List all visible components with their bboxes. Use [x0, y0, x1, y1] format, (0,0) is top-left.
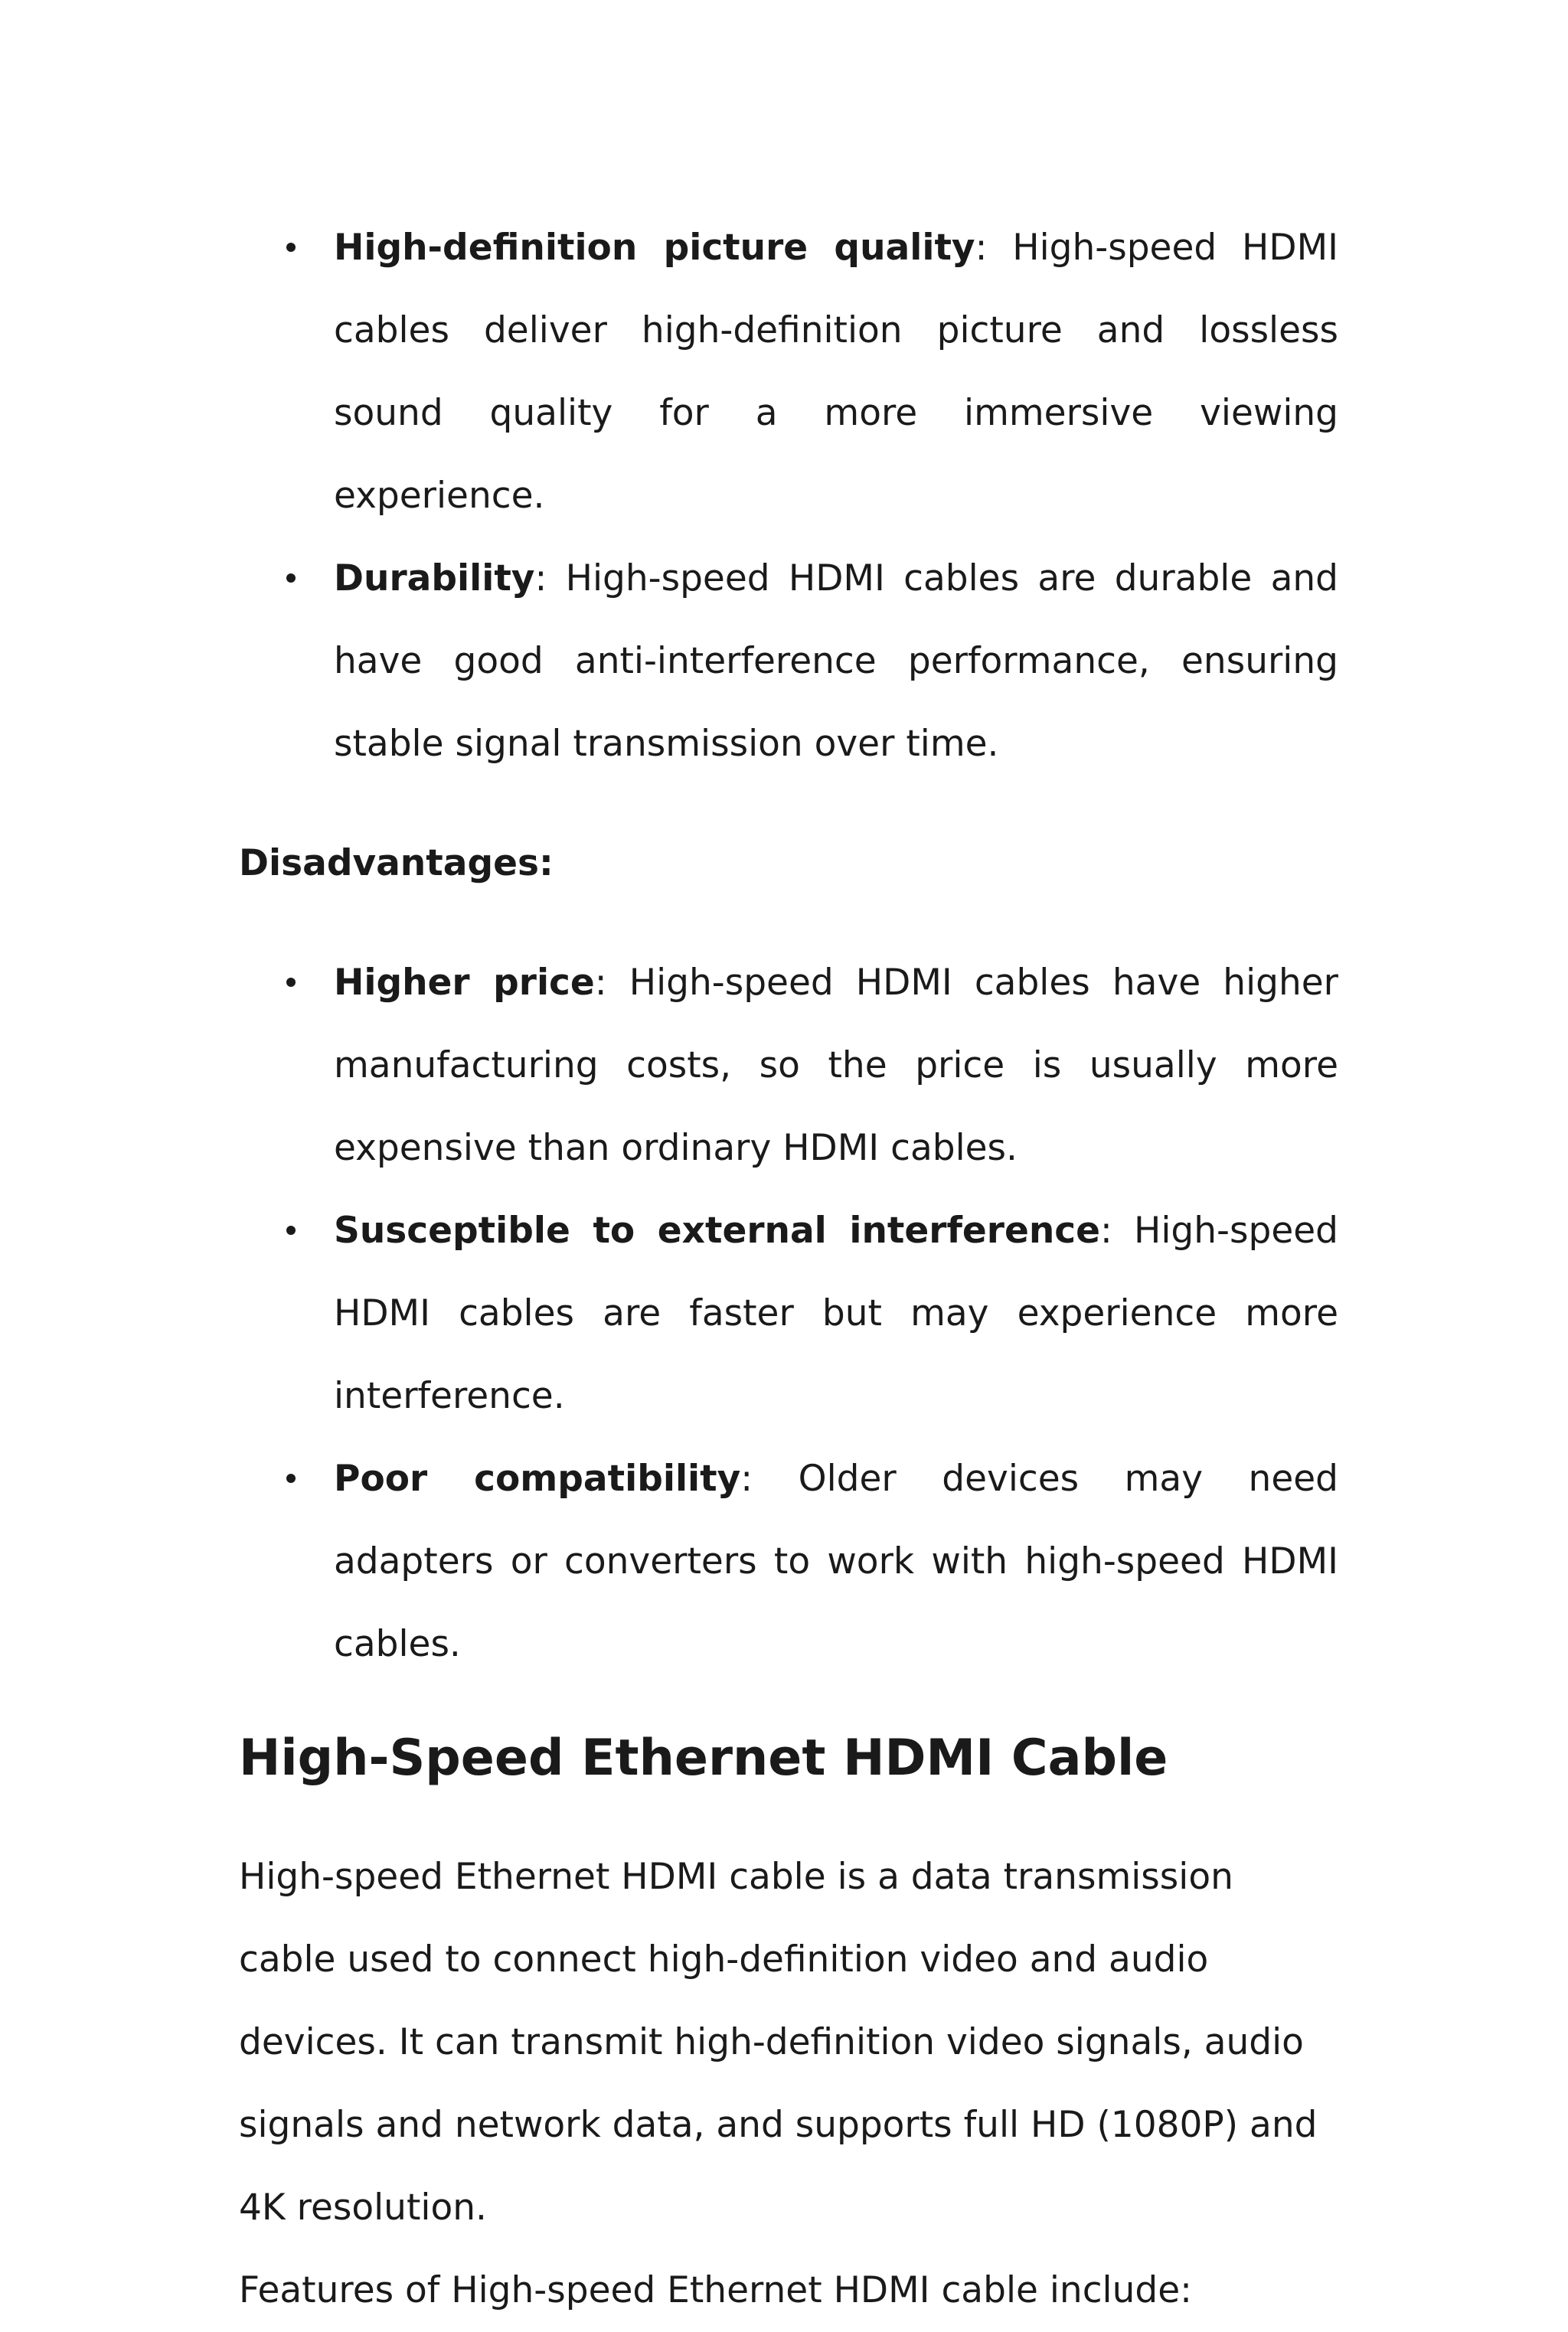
section-paragraph: High-speed Ethernet HDMI cable is a data transmission cable used to connect high-definition video and audio devices. It can transmit high-definition video signals, audio signals and network data, and supports full HD (1080P) and 4K resolution.	[239, 1856, 1318, 2229]
item-text: : Older devices may need adapters or converters to work with high-speed HDMI cables.	[334, 1458, 1338, 1665]
list-item	[334, 537, 1338, 785]
list-item	[334, 942, 1338, 1190]
bullet-icon	[286, 243, 296, 252]
features-intro: Features of High-speed Ethernet HDMI cable include:	[239, 2269, 1192, 2311]
disadvantages-list	[239, 942, 1338, 1686]
bullet-icon	[286, 978, 296, 987]
item-text: : High-speed HDMI cables are durable and have good anti-interference performance, ensuring stable signal transmission over time.	[334, 557, 1338, 765]
bullet-icon	[286, 1226, 296, 1235]
bullet-icon	[286, 1474, 296, 1483]
item-term: Durability	[334, 557, 535, 599]
list-item	[334, 1438, 1338, 1686]
section-title: High-Speed Ethernet HDMI Cable	[239, 1729, 1168, 1787]
item-term: Higher price	[334, 962, 595, 1004]
bullet-icon	[286, 573, 296, 583]
list-item	[334, 1190, 1338, 1438]
item-term: Poor compatibility	[334, 1458, 741, 1500]
advantages-list	[239, 207, 1338, 785]
item-term: Susceptible to external interference	[334, 1210, 1101, 1252]
item-text: : High-speed HDMI cables are faster but may experience more interference.	[334, 1210, 1339, 1417]
item-text: : High-speed HDMI cables have higher manufacturing costs, so the price is usually more expensive than ordinary HDMI cables.	[334, 962, 1338, 1169]
disadvantages-heading: Disadvantages:	[239, 842, 554, 884]
item-term: High-definition picture quality	[334, 227, 975, 269]
item-text: : High-speed HDMI cables deliver high-definition picture and lossless sound quality for a more immersive viewing experience.	[334, 227, 1338, 517]
document-page	[239, 207, 1338, 2332]
list-item	[334, 207, 1338, 537]
